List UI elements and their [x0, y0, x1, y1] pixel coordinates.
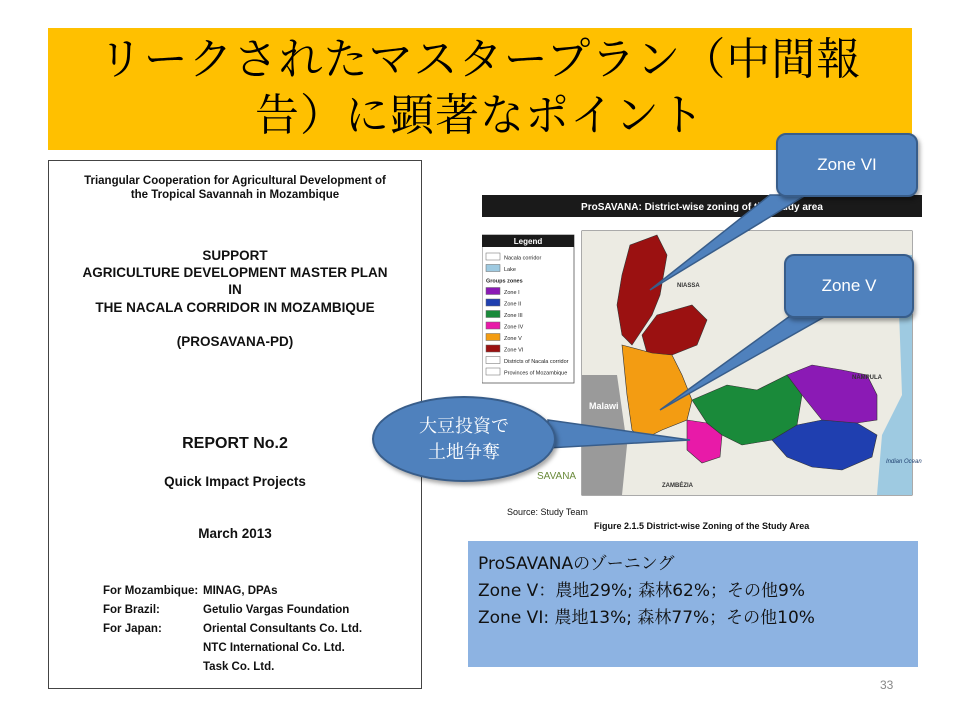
zone5-pointer [660, 316, 826, 410]
zambezia-label: ZAMBÉZIA [662, 483, 693, 489]
nampula-label: NAMPULA [852, 375, 882, 381]
legend-item: Zone II [504, 301, 522, 308]
zone6-pointer [650, 195, 806, 290]
map-caption: Figure 2.1.5 District-wise Zoning of the Study Area [594, 521, 810, 531]
partner-label: For Mozambique: [103, 585, 199, 597]
partner-value: MINAG, DPAs [203, 585, 278, 597]
slide-title-line1: リークされたマスタープラン（中間報 [98, 34, 862, 85]
legend-item: Nacala corridor [504, 255, 542, 262]
partner-value: NTC International Co. Ltd. [203, 642, 345, 654]
report-date: March 2013 [198, 526, 272, 541]
legend-item: Districts of Nacala corridor [504, 359, 569, 365]
soy-pointer [548, 420, 690, 448]
zone6-callout: Zone VI [776, 133, 918, 197]
map-source: Source: Study Team [507, 507, 588, 517]
legend-item: Groups zones [486, 278, 523, 285]
info-line3: Zone VI: 農地13%; 森林77%；その他10% [478, 608, 815, 628]
legend-item: Lake [504, 267, 516, 273]
niassa-label: NIASSA [677, 283, 700, 289]
partner-value: Task Co. Ltd. [203, 661, 275, 673]
zone5-callout: Zone V [784, 254, 914, 318]
report-header-line1: Triangular Cooperation for Agricultural Development of [84, 175, 386, 187]
report-title-line3: IN [228, 282, 242, 297]
info-line1: ProSAVANAのゾーニング [478, 554, 675, 574]
malawi-label: Malawi [589, 401, 619, 411]
page-number: 33 [880, 678, 894, 692]
map-header: ProSAVANA: District-wise zoning of the Study area [581, 202, 823, 213]
partner-value: Getulio Vargas Foundation [203, 604, 350, 616]
report-subtitle: (PROSAVANA-PD) [176, 334, 294, 349]
info-line2: Zone V：農地29%; 森林62%；その他9% [478, 581, 805, 601]
legend-item: Zone IV [504, 324, 524, 331]
report-title-line4: THE NACALA CORRIDOR IN MOZAMBIQUE [95, 300, 375, 315]
legend-title: Legend [513, 237, 543, 246]
report-title-line2: AGRICULTURE DEVELOPMENT MASTER PLAN [82, 265, 388, 280]
legend-item: Zone V [504, 336, 522, 342]
legend-item: Zone III [504, 313, 523, 319]
ocean-label: Indian Ocean [886, 459, 922, 465]
prosavana-logo: SAVANA [537, 471, 577, 482]
report-name: Quick Impact Projects [164, 474, 306, 489]
slide-title-line2: 告）に顕著なポイント [255, 90, 705, 141]
soy-callout [372, 396, 556, 482]
partner-label: For Brazil: [103, 604, 160, 616]
legend-item: Zone VI [504, 347, 524, 354]
report-number: REPORT No.2 [182, 435, 288, 452]
legend-item: Provinces of Mozambique [504, 370, 568, 377]
legend-item: Zone I [504, 290, 520, 296]
partner-label: For Japan: [103, 623, 162, 635]
report-title-line1: SUPPORT [202, 248, 268, 263]
soy-callout-line2: 土地争奪 [428, 442, 500, 463]
soy-callout-line1: 大豆投資で [419, 416, 509, 437]
report-header-line2: the Tropical Savannah in Mozambique [130, 189, 340, 201]
partner-value: Oriental Consultants Co. Ltd. [203, 623, 363, 635]
